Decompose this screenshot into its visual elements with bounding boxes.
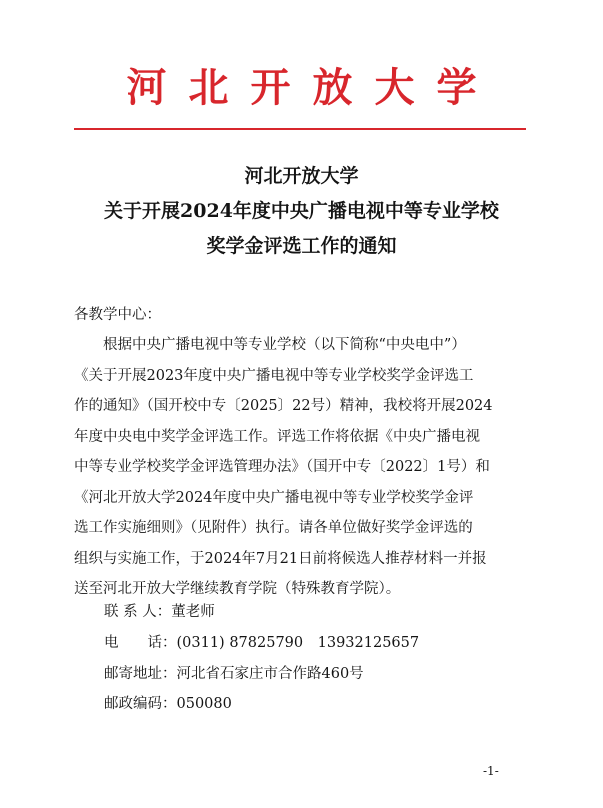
institution-masthead: 河北开放大学 [126,65,499,111]
salutation: 各教学中心： [74,307,161,323]
red-divider-rule [74,128,526,130]
phone-value: (0311) 87825790 13932125657 [176,635,420,651]
title-line-1: 河北开放大学 [244,165,359,187]
phone-row [104,633,419,653]
phone-label: 电 话： [104,635,177,651]
paragraph-line: 选工作实施细则》（见附件）执行。请各单位做好奖学金评选的 [74,520,473,536]
paragraph-line: 送至河北开放大学继续教育学院（特殊教育学院）。 [74,581,401,597]
paragraph-line: 根据中央广播电视中等专业学校（以下简称“中央电中”） [74,337,466,353]
title-line-3: 奖学金评选工作的通知 [206,235,397,257]
contact-person-value: 董老师 [171,604,215,620]
paragraph-line: 《河北开放大学2024年度中央广播电视中等专业学校奖学金评 [74,489,474,506]
postcode-value: 050080 [176,696,232,712]
postcode-row [104,694,232,714]
paragraph-line: 组织与实施工作，于2024年7月21日前将候选人推荐材料一并报 [74,550,487,567]
address-row [104,664,364,684]
paragraph-line: 年度中央电中奖学金评选工作。评选工作将依据《中央广播电视 [74,428,480,445]
title-line-2: 关于开展2024年度中央广播电视中等专业学校 [104,200,499,222]
body-paragraph [74,330,526,605]
paragraph-line: 作的通知》（国开校中专〔2025〕22号）精神，我校将开展2024 [74,398,493,414]
postcode-label: 邮政编码： [104,696,177,712]
address-label: 邮寄地址： [104,666,177,682]
address-value: 河北省石家庄市合作路460号 [176,666,364,682]
paragraph-line: 《关于开展2023年度中央广播电视中等专业学校奖学金评选工 [74,367,474,384]
contact-person-row [104,602,215,622]
contact-person-label: 联 系 人： [104,604,172,620]
page-number: -1- [483,764,499,778]
paragraph-line: 中等专业学校奖学金评选管理办法》（国开中专〔2022〕1号）和 [74,459,490,475]
